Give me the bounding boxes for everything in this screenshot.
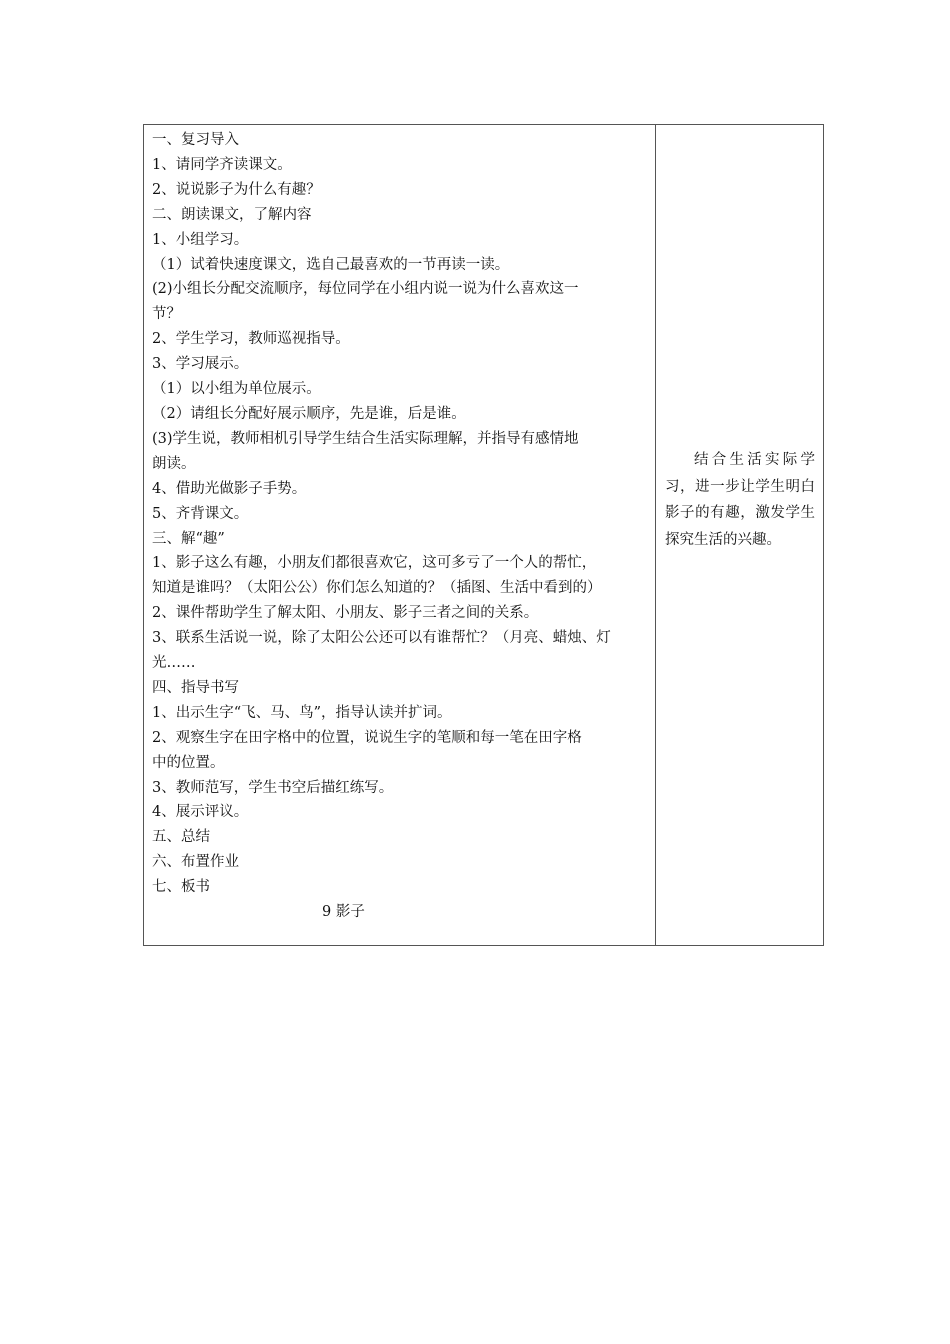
text-line: 2、观察生字在田字格中的位置，说说生字的笔顺和每一笔在田字格 <box>152 729 582 746</box>
text-line: 1、请同学齐读课文。 <box>152 156 292 173</box>
text-line: 五、总结 <box>152 829 210 846</box>
teaching-process-cell <box>144 125 656 945</box>
text-line: 三、解“趣” <box>152 530 225 547</box>
text-line: 1、小组学习。 <box>152 231 249 248</box>
text-line: 3、教师范写，学生书空后描红练写。 <box>152 779 394 796</box>
text-line: 七、板书 <box>152 879 210 896</box>
text-line: 1、影子这么有趣，小朋友们都很喜欢它，这可多亏了一个人的帮忙， <box>152 555 597 572</box>
design-intent-cell <box>656 125 823 945</box>
text-line: (2)小组长分配交流顺序，每位同学在小组内说一说为什么喜欢这一 <box>152 281 579 298</box>
design-intent-text: 结合生活实际学习，进一步让学生明白影子的有趣，激发学生探究生活的兴趣。 <box>665 452 815 548</box>
text-line: 光…… <box>152 655 196 672</box>
lesson-plan-table <box>143 124 824 946</box>
text-line: 朗读。 <box>152 455 196 472</box>
text-line: 中的位置。 <box>152 754 225 771</box>
text-line: 4、展示评议。 <box>152 804 249 821</box>
text-line: (3)学生说，教师相机引导学生结合生活实际理解，并指导有感情地 <box>152 430 579 447</box>
text-line: （1）以小组为单位展示。 <box>152 381 321 398</box>
text-line: 1、出示生字“飞、马、鸟”，指导认读并扩词。 <box>152 704 452 721</box>
text-line: 六、布置作业 <box>152 854 239 871</box>
text-line: （1）试着快速度课文，选自己最喜欢的一节再读一读。 <box>152 256 510 273</box>
text-line: 知道是谁吗？（太阳公公）你们怎么知道的？（插图、生活中看到的） <box>152 580 602 597</box>
text-line: 4、借助光做影子手势。 <box>152 480 307 497</box>
text-line: 2、课件帮助学生了解太阳、小朋友、影子三者之间的关系。 <box>152 605 539 622</box>
text-line: 四、指导书写 <box>152 679 239 696</box>
text-line: 一、复习导入 <box>152 132 239 148</box>
text-line: 2、说说影子为什么有趣？ <box>152 181 321 198</box>
text-line: 3、联系生活说一说，除了太阳公公还可以有谁帮忙？（月亮、蜡烛、灯 <box>152 630 611 647</box>
text-line: 5、齐背课文。 <box>152 505 249 522</box>
text-line: （2）请组长分配好展示顺序，先是谁，后是谁。 <box>152 405 466 422</box>
text-line: 节？ <box>152 306 181 323</box>
board-title: 9 影子 <box>322 904 365 921</box>
text-line: 3、学习展示。 <box>152 356 249 373</box>
text-line: 二、朗读课文，了解内容 <box>152 206 312 223</box>
text-line: 2、学生学习，教师巡视指导。 <box>152 331 350 348</box>
